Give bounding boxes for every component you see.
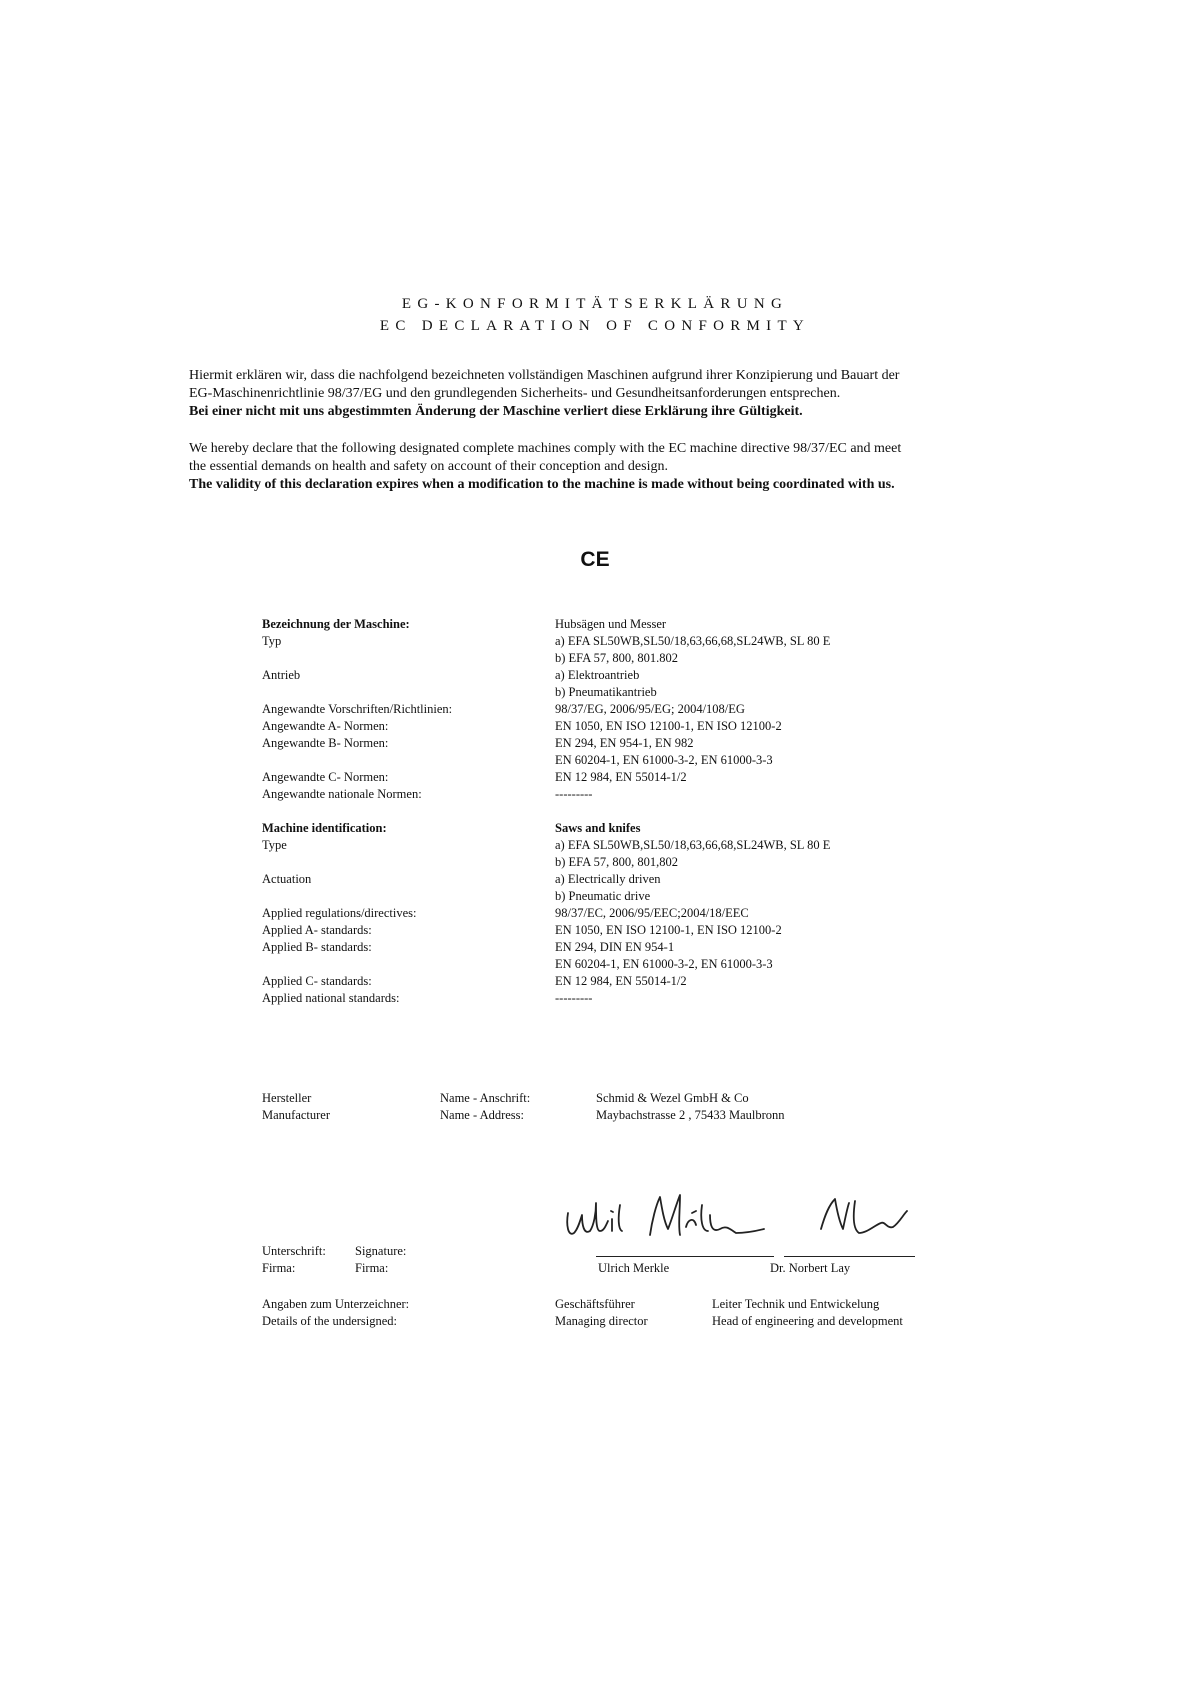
- signer-name-1: Ulrich Merkle: [598, 1261, 670, 1275]
- type-label-en: Type: [262, 838, 287, 852]
- c-standards-label-de: Angewandte C- Normen:: [262, 770, 389, 784]
- a-standards-label-de: Angewandte A- Normen:: [262, 719, 389, 733]
- b-standards-value-de: EN 60204-1, EN 61000-3-2, EN 61000-3-3: [555, 753, 773, 767]
- intro-english-line: We hereby declare that the following designated complete machines comply with the EC machine directive 98/37/EC and meet: [189, 441, 902, 456]
- role-head-engineering-en: Head of engineering and development: [712, 1314, 903, 1328]
- type-label-de: Typ: [262, 634, 282, 648]
- drive-a-de: a) Elektroantrieb: [555, 668, 640, 682]
- company-name: Schmid & Wezel GmbH & Co: [596, 1091, 749, 1105]
- signature-label-en: Signature:: [355, 1244, 407, 1258]
- a-standards-label-en: Applied A- standards:: [262, 923, 372, 937]
- firma-label-de: Firma:: [262, 1261, 296, 1275]
- a-standards-value-de: EN 1050, EN ISO 12100-1, EN ISO 12100-2: [555, 719, 782, 733]
- c-standards-value-de: EN 12 984, EN 55014-1/2: [555, 770, 687, 784]
- role-managing-director-de: Geschäftsführer: [555, 1297, 635, 1311]
- firma-label-en: Firma:: [355, 1261, 389, 1275]
- signature-ulrich-merkle: [560, 1185, 770, 1255]
- machine-heading-de: Bezeichnung der Maschine:: [262, 617, 410, 631]
- regs-label-de: Angewandte Vorschriften/Richtlinien:: [262, 702, 453, 716]
- national-standards-value-de: ---------: [555, 787, 593, 801]
- regs-value-de: 98/37/EG, 2006/95/EG; 2004/108/EG: [555, 702, 745, 716]
- drive-label-de: Antrieb: [262, 668, 301, 682]
- company-address: Maybachstrasse 2 , 75433 Maulbronn: [596, 1108, 785, 1122]
- signature-norbert-lay: [815, 1185, 925, 1255]
- b-standards-value-en: EN 294, DIN EN 954-1: [555, 940, 675, 954]
- undersigned-label-en: Details of the undersigned:: [262, 1314, 398, 1328]
- drive-b-de: b) Pneumatikantrieb: [555, 685, 657, 699]
- drive-a-en: a) Electrically driven: [555, 872, 661, 886]
- address-label-en: Name - Address:: [440, 1108, 525, 1122]
- type-a-en: a) EFA SL50WB,SL50/18,63,66,68,SL24WB, SL 80 E: [555, 838, 831, 852]
- b-standards-label-de: Angewandte B- Normen:: [262, 736, 389, 750]
- b-standards-label-en: Applied B- standards:: [262, 940, 372, 954]
- intro-german-validity: Bei einer nicht mit uns abgestimmten Änderung der Maschine verliert diese Erklärung ihre Gültigkeit.: [189, 404, 803, 419]
- b-standards-value-de: EN 294, EN 954-1, EN 982: [555, 736, 694, 750]
- role-managing-director-en: Managing director: [555, 1314, 648, 1328]
- ce-mark: CE: [580, 548, 610, 571]
- drive-b-en: b) Pneumatic drive: [555, 889, 651, 903]
- address-label-de: Name - Anschrift:: [440, 1091, 531, 1105]
- type-b-de: b) EFA 57, 800, 801.802: [555, 651, 679, 665]
- intro-german-line: EG-Maschinenrichtlinie 98/37/EG und den grundlegenden Sicherheits- und Gesundheitsanforderungen entsprechen.: [189, 386, 841, 401]
- intro-english: [189, 440, 1029, 494]
- title-german: EG-KONFORMITÄTSERKLÄRUNG: [401, 296, 789, 312]
- manufacturer-label-en: Manufacturer: [262, 1108, 331, 1122]
- machine-name-en: Saws and knifes: [555, 821, 641, 835]
- machine-heading-en: Machine identification:: [262, 821, 387, 835]
- signature-line-2: [784, 1256, 915, 1257]
- undersigned-label-de: Angaben zum Unterzeichner:: [262, 1297, 410, 1311]
- b-standards-value-en: EN 60204-1, EN 61000-3-2, EN 61000-3-3: [555, 957, 773, 971]
- title-english: EC DECLARATION OF CONFORMITY: [379, 318, 811, 334]
- signature-line-1: [596, 1256, 774, 1257]
- type-a-de: a) EFA SL50WB,SL50/18,63,66,68,SL24WB, SL 80 E: [555, 634, 831, 648]
- role-head-engineering-de: Leiter Technik und Entwickelung: [712, 1297, 880, 1311]
- regs-value-en: 98/37/EC, 2006/95/EEC;2004/18/EEC: [555, 906, 749, 920]
- drive-label-en: Actuation: [262, 872, 312, 886]
- signature-label-de: Unterschrift:: [262, 1244, 326, 1258]
- intro-english-line: the essential demands on health and safety on account of their conception and design.: [189, 459, 668, 474]
- regs-label-en: Applied regulations/directives:: [262, 906, 417, 920]
- c-standards-value-en: EN 12 984, EN 55014-1/2: [555, 974, 687, 988]
- manufacturer-label-de: Hersteller: [262, 1091, 312, 1105]
- type-b-en: b) EFA 57, 800, 801,802: [555, 855, 679, 869]
- intro-german: [189, 367, 1029, 421]
- c-standards-label-en: Applied C- standards:: [262, 974, 372, 988]
- machine-name-de: Hubsägen und Messer: [555, 617, 667, 631]
- national-standards-label-en: Applied national standards:: [262, 991, 400, 1005]
- national-standards-label-de: Angewandte nationale Normen:: [262, 787, 422, 801]
- a-standards-value-en: EN 1050, EN ISO 12100-1, EN ISO 12100-2: [555, 923, 782, 937]
- national-standards-value-en: ---------: [555, 991, 593, 1005]
- intro-german-line: Hiermit erklären wir, dass die nachfolgend bezeichneten vollständigen Maschinen aufgrund ihrer Konzipierung und Bauart der: [189, 368, 900, 383]
- signer-name-2: Dr. Norbert Lay: [770, 1261, 851, 1275]
- intro-english-validity: The validity of this declaration expires when a modification to the machine is made without being coordinated with us.: [189, 477, 895, 492]
